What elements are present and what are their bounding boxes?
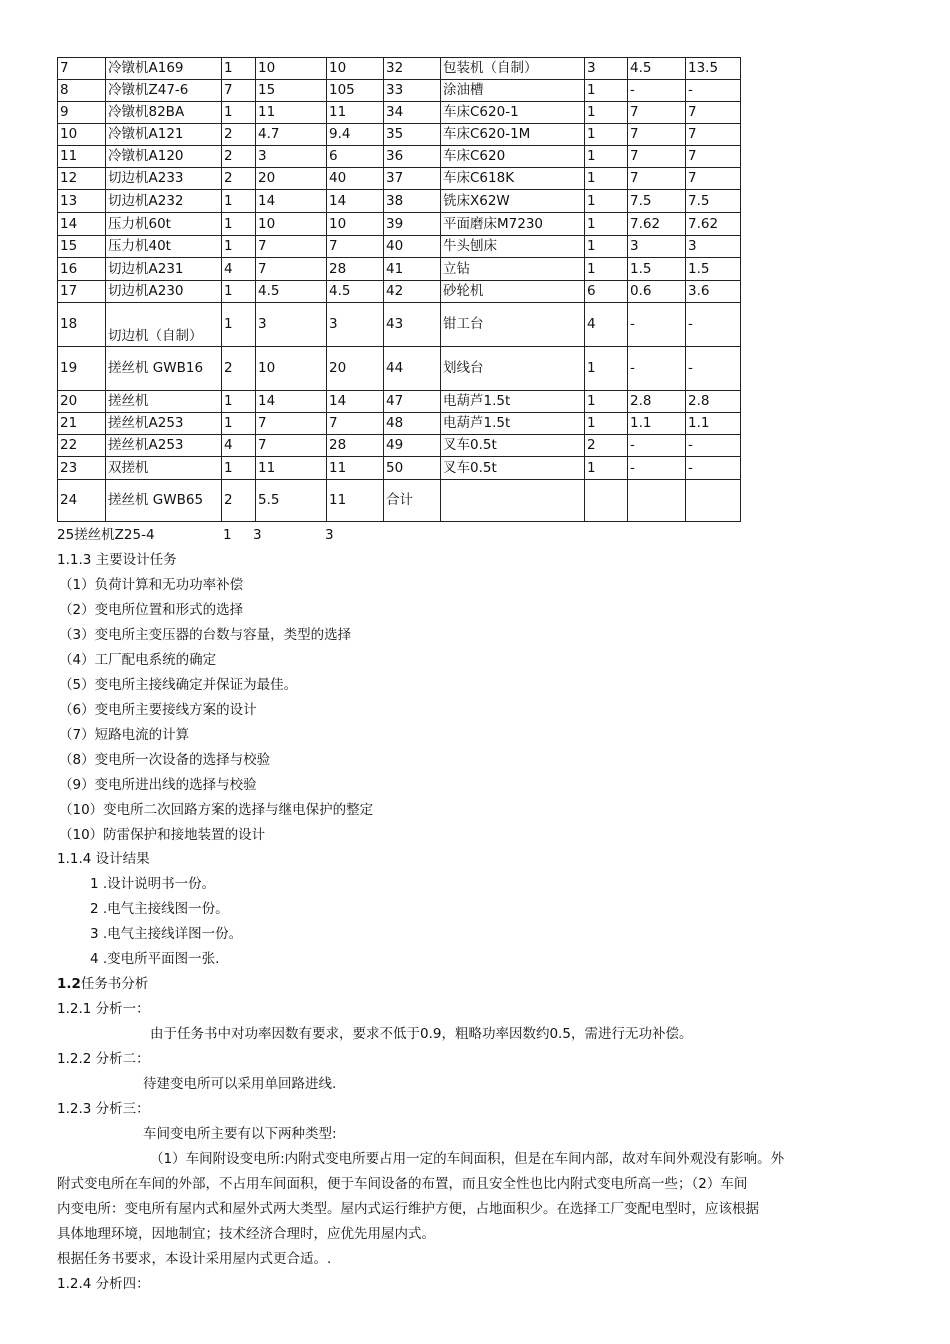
table-cell-n1: 8 — [58, 80, 106, 102]
table-cell-name2: 车床C620-1 — [441, 102, 585, 124]
table-cell-name1: 切边机A232 — [106, 190, 222, 213]
table-cell-t2 — [686, 480, 741, 522]
table-cell-p2: 7 — [628, 102, 686, 124]
table-cell-p1: 5.5 — [256, 480, 327, 522]
table-cell-p2: 1.1 — [628, 413, 686, 435]
table-cell-t1: 10 — [327, 58, 384, 80]
table-cell-t1: 6 — [327, 146, 384, 168]
section-heading-1-2: 1.2任务书分析 — [57, 976, 149, 992]
table-cell-n2: 49 — [384, 435, 441, 457]
table-cell-q1: 1 — [222, 413, 256, 435]
table-cell-t1: 11 — [327, 102, 384, 124]
result-list-item: 3 .电气主接线详图一份。 — [90, 926, 243, 942]
table-cell-name2: 车床C618K — [441, 168, 585, 190]
table-cell-n1: 18 — [58, 303, 106, 347]
table-cell-p1: 10 — [256, 213, 327, 236]
table-cell-q2: 1 — [585, 347, 628, 391]
table-row — [58, 457, 741, 480]
table-cell-n1: 14 — [58, 213, 106, 236]
table-cell-q1: 7 — [222, 80, 256, 102]
result-list-item: 1 .设计说明书一份。 — [90, 876, 216, 892]
table-cell-p1: 7 — [256, 413, 327, 435]
table-cell-n1: 21 — [58, 413, 106, 435]
table-cell-t1: 11 — [327, 457, 384, 480]
table-cell-q2: 1 — [585, 258, 628, 281]
table-row — [58, 303, 741, 347]
table-cell-t1: 4.5 — [327, 281, 384, 303]
table-cell-p2: 7 — [628, 168, 686, 190]
table-cell-name1: 搓丝机A253 — [106, 413, 222, 435]
result-list-item: 2 .电气主接线图一份。 — [90, 901, 229, 917]
table-cell-q1: 1 — [222, 391, 256, 413]
analysis-3-conclusion: 根据任务书要求，本设计采用屋内式更合适。. — [57, 1251, 332, 1267]
table-cell-name2: 钳工台 — [441, 303, 585, 347]
analysis-3-para-line1: （1）车间附设变电所:内附式变电所要占用一定的车间面积，但是在车间内部，故对车间外观没有影响。外 — [150, 1151, 785, 1167]
table-cell-p1: 4.7 — [256, 124, 327, 146]
table-cell-q2: 1 — [585, 213, 628, 236]
table-cell-t1: 14 — [327, 190, 384, 213]
table-cell-p1: 4.5 — [256, 281, 327, 303]
task-list-item: （8）变电所一次设备的选择与校验 — [59, 752, 271, 768]
task-list-item: （6）变电所主要接线方案的设计 — [59, 702, 257, 718]
table-cell-n1: 13 — [58, 190, 106, 213]
table-row — [58, 391, 741, 413]
table-cell-q2: 1 — [585, 457, 628, 480]
task-list-item: （3）变电所主变压器的台数与容量，类型的选择 — [59, 627, 352, 643]
table-cell-t2: - — [686, 435, 741, 457]
table-cell-t1: 28 — [327, 258, 384, 281]
table-row — [58, 190, 741, 213]
table-cell-q2: 1 — [585, 190, 628, 213]
analysis-2-heading: 1.2.2 分析二： — [57, 1051, 150, 1067]
table-cell-p1: 14 — [256, 391, 327, 413]
table-cell-t2: - — [686, 457, 741, 480]
table-cell-n1: 12 — [58, 168, 106, 190]
table-cell-n2: 44 — [384, 347, 441, 391]
table-cell-name1: 冷镦机A121 — [106, 124, 222, 146]
table-row-25: 25搓丝机Z25-4 1 3 3 — [57, 527, 334, 543]
table-cell-p2: 2.8 — [628, 391, 686, 413]
table-cell-p1: 3 — [256, 303, 327, 347]
table-row — [58, 347, 741, 391]
table-cell-name2: 电葫芦1.5t — [441, 391, 585, 413]
table-cell-n2: 40 — [384, 236, 441, 258]
table-cell-n2: 36 — [384, 146, 441, 168]
analysis-1-heading: 1.2.1 分析一： — [57, 1001, 150, 1017]
table-cell-q1: 2 — [222, 347, 256, 391]
table-cell-t1: 20 — [327, 347, 384, 391]
table-cell-q1: 4 — [222, 258, 256, 281]
table-cell-q2: 1 — [585, 80, 628, 102]
table-cell-t1: 14 — [327, 391, 384, 413]
table-cell-name1: 搓丝机 GWB65 — [106, 480, 222, 522]
table-row — [58, 58, 741, 80]
table-cell-t2: 7.62 — [686, 213, 741, 236]
table-cell-name1: 冷镦机Z47-6 — [106, 80, 222, 102]
table-cell-n1: 17 — [58, 281, 106, 303]
table-cell-p2: 7.5 — [628, 190, 686, 213]
table-cell-t1: 7 — [327, 236, 384, 258]
table-cell-t1: 40 — [327, 168, 384, 190]
table-cell-p2: 7 — [628, 146, 686, 168]
table-cell-name2: 平面磨床M7230 — [441, 213, 585, 236]
table-cell-p2: 1.5 — [628, 258, 686, 281]
table-cell-p1: 20 — [256, 168, 327, 190]
table-cell-n2: 34 — [384, 102, 441, 124]
table-cell-p1: 10 — [256, 58, 327, 80]
table-cell-q1: 2 — [222, 124, 256, 146]
table-cell-t2: 1.1 — [686, 413, 741, 435]
table-cell-name1: 冷镦机82BA — [106, 102, 222, 124]
table-cell-name1: 切边机A231 — [106, 258, 222, 281]
table-cell-name1: 切边机A230 — [106, 281, 222, 303]
table-cell-q1: 1 — [222, 58, 256, 80]
table-cell-q1: 1 — [222, 236, 256, 258]
analysis-3-para-line2: 附式变电所在车间的外部，不占用车间面积，便于车间设备的布置，而且安全性也比内附式变电所高一些；（2）车间 — [57, 1176, 748, 1192]
table-cell-t2: 3.6 — [686, 281, 741, 303]
table-cell-q1: 1 — [222, 457, 256, 480]
table-cell-n1: 15 — [58, 236, 106, 258]
table-cell-t1: 9.4 — [327, 124, 384, 146]
table-cell-name2 — [441, 480, 585, 522]
analysis-3-para-line3: 内变电所：变电所有屋内式和屋外式两大类型。屋内式运行维护方便，占地面积少。在选择工厂变配电型时，应该根据 — [57, 1201, 759, 1217]
table-cell-t2: - — [686, 347, 741, 391]
table-cell-n2: 35 — [384, 124, 441, 146]
table-cell-t2: 7 — [686, 168, 741, 190]
analysis-1-text: 由于任务书中对功率因数有要求，要求不低于0.9，粗略功率因数约0.5，需进行无功补偿。 — [150, 1026, 693, 1042]
table-cell-name2: 包装机（自制） — [441, 58, 585, 80]
table-cell-n1: 16 — [58, 258, 106, 281]
table-cell-q1: 1 — [222, 213, 256, 236]
analysis-2-text: 待建变电所可以采用单回路进线. — [143, 1076, 337, 1092]
table-cell-q2: 3 — [585, 58, 628, 80]
table-cell-q1: 1 — [222, 102, 256, 124]
table-cell-p1: 11 — [256, 102, 327, 124]
table-cell-n2: 43 — [384, 303, 441, 347]
table-cell-name2: 叉车0.5t — [441, 435, 585, 457]
table-cell-q2: 4 — [585, 303, 628, 347]
table-row — [58, 146, 741, 168]
table-cell-p2: 7.62 — [628, 213, 686, 236]
table-cell-q2: 6 — [585, 281, 628, 303]
table-cell-n2: 32 — [384, 58, 441, 80]
table-cell-t2: 2.8 — [686, 391, 741, 413]
task-list-item: （10）防雷保护和接地装置的设计 — [59, 827, 266, 843]
table-cell-n2: 合计 — [384, 480, 441, 522]
table-row — [58, 258, 741, 281]
table-cell-n1: 19 — [58, 347, 106, 391]
table-cell-t2: 7.5 — [686, 190, 741, 213]
table-cell-p2: - — [628, 457, 686, 480]
table-cell-name2: 铣床X62W — [441, 190, 585, 213]
table-cell-p1: 3 — [256, 146, 327, 168]
table-cell-n1: 22 — [58, 435, 106, 457]
table-cell-p1: 7 — [256, 236, 327, 258]
table-row — [58, 124, 741, 146]
table-cell-name2: 牛头刨床 — [441, 236, 585, 258]
table-cell-q1: 1 — [222, 190, 256, 213]
task-list-item: （1）负荷计算和无功功率补偿 — [59, 577, 244, 593]
table-cell-t2: 7 — [686, 102, 741, 124]
table-cell-n2: 48 — [384, 413, 441, 435]
table-cell-p1: 15 — [256, 80, 327, 102]
table-cell-n2: 39 — [384, 213, 441, 236]
table-cell-t1: 11 — [327, 480, 384, 522]
table-cell-p2: - — [628, 347, 686, 391]
table-cell-name1: 切边机A233 — [106, 168, 222, 190]
table-cell-q2: 1 — [585, 391, 628, 413]
table-cell-name1: 双搓机 — [106, 457, 222, 480]
table-cell-name1: 冷镦机A120 — [106, 146, 222, 168]
table-cell-q1: 2 — [222, 480, 256, 522]
table-cell-name1: 压力机60t — [106, 213, 222, 236]
analysis-4-heading: 1.2.4 分析四： — [57, 1276, 150, 1292]
table-cell-p1: 10 — [256, 347, 327, 391]
table-cell-t1: 28 — [327, 435, 384, 457]
analysis-3-heading: 1.2.3 分析三： — [57, 1101, 150, 1117]
table-cell-q2: 1 — [585, 413, 628, 435]
task-list-item: （7）短路电流的计算 — [59, 727, 190, 743]
table-cell-q1: 2 — [222, 168, 256, 190]
table-cell-t1: 3 — [327, 303, 384, 347]
table-cell-n1: 7 — [58, 58, 106, 80]
table-cell-p1: 11 — [256, 457, 327, 480]
task-list-item: （4）工厂配电系统的确定 — [59, 652, 217, 668]
table-cell-p2: 7 — [628, 124, 686, 146]
table-cell-t2: 3 — [686, 236, 741, 258]
table-cell-p2: - — [628, 80, 686, 102]
table-cell-name1: 切边机（自制） — [106, 303, 222, 347]
table-cell-p2: 3 — [628, 236, 686, 258]
analysis-3-intro: 车间变电所主要有以下两种类型: — [143, 1126, 337, 1142]
table-cell-t2: 13.5 — [686, 58, 741, 80]
table-cell-t1: 105 — [327, 80, 384, 102]
table-cell-p1: 7 — [256, 258, 327, 281]
table-cell-q2: 1 — [585, 236, 628, 258]
table-row — [58, 281, 741, 303]
table-cell-q1: 1 — [222, 281, 256, 303]
table-cell-t1: 10 — [327, 213, 384, 236]
table-cell-n2: 33 — [384, 80, 441, 102]
table-cell-q2: 2 — [585, 435, 628, 457]
table-cell-name2: 立钻 — [441, 258, 585, 281]
table-row — [58, 435, 741, 457]
table-cell-n2: 38 — [384, 190, 441, 213]
table-row — [58, 102, 741, 124]
table-cell-t2: 1.5 — [686, 258, 741, 281]
result-list-item: 4 .变电所平面图一张. — [90, 951, 220, 967]
table-cell-name1: 搓丝机 GWB16 — [106, 347, 222, 391]
table-cell-n1: 11 — [58, 146, 106, 168]
table-cell-p2: 4.5 — [628, 58, 686, 80]
table-cell-p2 — [628, 480, 686, 522]
table-cell-q2: 1 — [585, 168, 628, 190]
table-cell-q2: 1 — [585, 102, 628, 124]
table-cell-n2: 42 — [384, 281, 441, 303]
table-cell-n1: 10 — [58, 124, 106, 146]
table-row — [58, 80, 741, 102]
table-cell-p2: - — [628, 435, 686, 457]
task-list-item: （10）变电所二次回路方案的选择与继电保护的整定 — [59, 802, 374, 818]
table-cell-q1: 1 — [222, 303, 256, 347]
table-cell-q1: 4 — [222, 435, 256, 457]
table-cell-t1: 7 — [327, 413, 384, 435]
table-cell-name1: 冷镦机A169 — [106, 58, 222, 80]
section-heading-1-1-3: 1.1.3 主要设计任务 — [57, 552, 177, 568]
table-cell-q2: 1 — [585, 124, 628, 146]
equipment-table — [57, 57, 741, 522]
table-cell-n1: 9 — [58, 102, 106, 124]
table-cell-name2: 车床C620-1M — [441, 124, 585, 146]
table-cell-n2: 50 — [384, 457, 441, 480]
table-cell-q2 — [585, 480, 628, 522]
analysis-3-para-line4: 具体地理环境，因地制宜；技术经济合理时，应优先用屋内式。 — [57, 1226, 435, 1242]
table-row — [58, 480, 741, 522]
table-cell-name1: 搓丝机 — [106, 391, 222, 413]
table-cell-name2: 车床C620 — [441, 146, 585, 168]
table-cell-n2: 47 — [384, 391, 441, 413]
section-heading-1-1-4: 1.1.4 设计结果 — [57, 851, 150, 867]
table-cell-t2: 7 — [686, 124, 741, 146]
table-cell-name2: 划线台 — [441, 347, 585, 391]
table-cell-name2: 砂轮机 — [441, 281, 585, 303]
table-cell-q2: 1 — [585, 146, 628, 168]
task-list-item: （5）变电所主接线确定并保证为最佳。 — [59, 677, 298, 693]
table-cell-p2: 0.6 — [628, 281, 686, 303]
table-cell-name1: 搓丝机A253 — [106, 435, 222, 457]
table-cell-name2: 电葫芦1.5t — [441, 413, 585, 435]
table-cell-p2: - — [628, 303, 686, 347]
table-cell-name2: 叉车0.5t — [441, 457, 585, 480]
table-cell-n1: 24 — [58, 480, 106, 522]
table-cell-p1: 7 — [256, 435, 327, 457]
table-cell-p1: 14 — [256, 190, 327, 213]
table-cell-n1: 23 — [58, 457, 106, 480]
table-cell-t2: - — [686, 303, 741, 347]
table-row — [58, 213, 741, 236]
table-row — [58, 236, 741, 258]
task-list-item: （2）变电所位置和形式的选择 — [59, 602, 244, 618]
task-list-item: （9）变电所进出线的选择与校验 — [59, 777, 257, 793]
table-row — [58, 413, 741, 435]
table-cell-t2: - — [686, 80, 741, 102]
table-cell-n1: 20 — [58, 391, 106, 413]
table-cell-name1: 压力机40t — [106, 236, 222, 258]
table-row — [58, 168, 741, 190]
table-cell-q1: 2 — [222, 146, 256, 168]
table-cell-n2: 37 — [384, 168, 441, 190]
table-cell-name2: 涂油槽 — [441, 80, 585, 102]
table-cell-n2: 41 — [384, 258, 441, 281]
table-cell-t2: 7 — [686, 146, 741, 168]
